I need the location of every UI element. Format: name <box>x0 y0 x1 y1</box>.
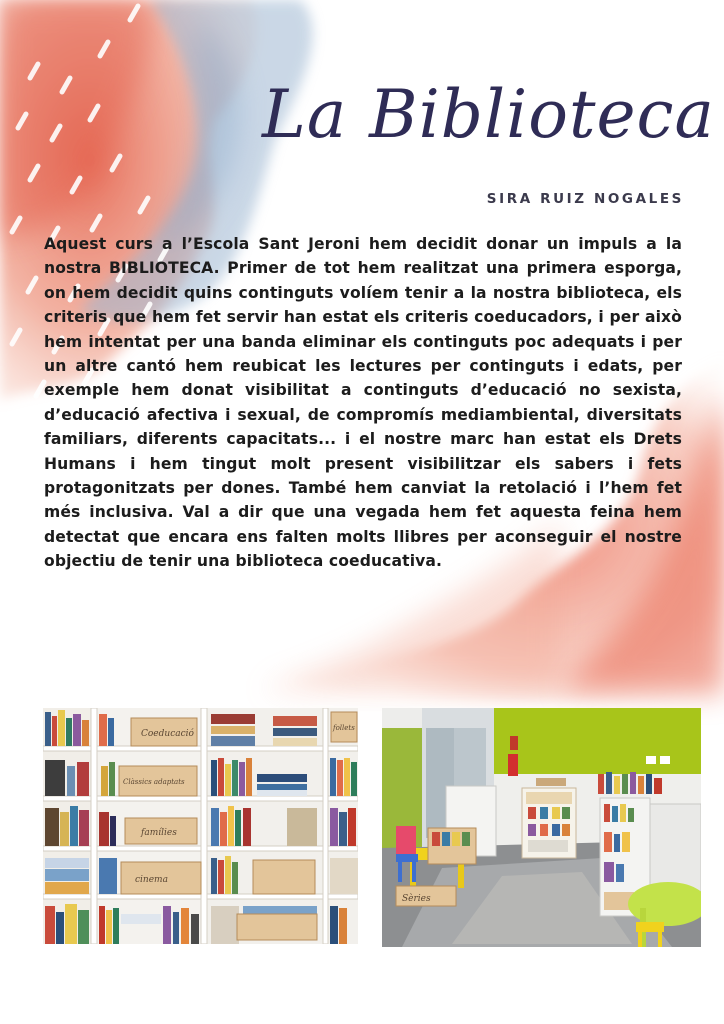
box-label: cinema <box>135 875 168 885</box>
box-label: Sèries <box>402 894 431 904</box>
article-body: Aquest curs a l’Escola Sant Jeroni hem decidit donar un impuls a la nostra BIBLIOTECA. Primer de tot hem realitzat una primera esporga, on hem decidit quins continguts volíem tenir a la nostra biblioteca, els criteris que hem fet servir han estat els criteris coeducadors, i per això hem intentat per una banda eliminar els continguts poc adequats i per un altre cantó hem reubicat les lectures per continguts i edats, per exemple hem donat visibilitat a continguts d’educació no sexista, d’educació afectiva i sexual, de compromís mediambiental, diversitats familiars, diferents capacitats... i el nostre marc han estat els Drets Humans i hem tingut molt present visibilitzar els sabers i fets protagonitzats per dones. També hem canviat la retolació i l’hem fet més inclusiva. Val a dir que una vegada hem fet aquesta feina hem detectat que encara ens falten molts llibres per aconseguir el nostre objectiu de tenir una biblioteca coeducativa. <box>44 235 682 571</box>
box-label: follets <box>333 724 355 732</box>
library-room-photo <box>382 708 701 947</box>
box-label: Coeducació <box>141 729 194 739</box>
box-label: famílies <box>141 828 177 838</box>
author-name: SIRA RUIZ NOGALES <box>486 191 684 207</box>
bookshelves-photo <box>43 708 358 944</box>
page-title: La Biblioteca <box>262 76 715 153</box>
box-label: Clàssics adaptats <box>123 778 185 786</box>
